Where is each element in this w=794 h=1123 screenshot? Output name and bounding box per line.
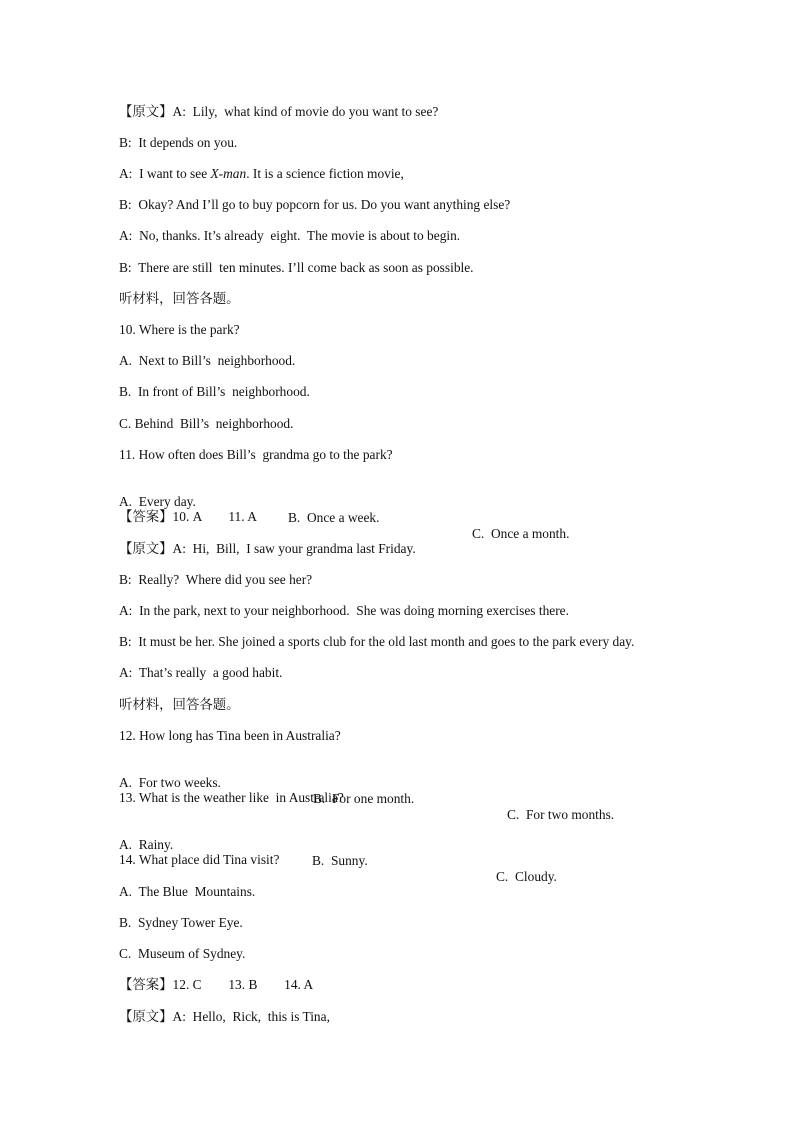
option-12-b: B. For one month. [313,791,415,806]
transcript-line: 【原文】A: Hi, Bill, I saw your grandma last Friday. [119,541,416,556]
transcript-text: . It is a science fiction movie, [246,166,404,181]
option-10-b: B. In front of Bill’s neighborhood. [119,384,310,399]
option-13-a: A. Rainy. [119,837,174,852]
section-instruction: 听材料，回答各题。 [119,697,240,712]
option-11-b: B. Once a week. [288,510,380,525]
question-13: 13. What is the weather like in Australia? [119,790,344,805]
transcript-line: A: No, thanks. It’s already eight. The movie is about to begin. [119,228,461,243]
transcript-line: B: There are still ten minutes. I’ll come back as soon as possible. [119,260,474,275]
transcript-line: 【原文】A: Lily, what kind of movie do you want to see? [119,104,439,119]
transcript-line: B: Okay? And I’ll go to buy popcorn for us. Do you want anything else? [119,197,511,212]
answer-line: 【答案】12. C 13. B 14. A [119,977,314,992]
option-11-c: C. Once a month. [472,526,570,541]
transcript-line: B: It depends on you. [119,135,238,150]
answer-line: 【答案】10. A 11. A [119,509,257,524]
transcript-text: A: I want to see [119,166,211,181]
transcript-line: B: Really? Where did you see her? [119,572,313,587]
option-12-c: C. For two months. [507,807,615,822]
transcript-line: A: In the park, next to your neighborhood. She was doing morning exercises there. [119,603,569,618]
question-14: 14. What place did Tina visit? [119,852,280,867]
option-13-b: B. Sunny. [312,853,368,868]
option-13-c: C. Cloudy. [496,869,557,884]
transcript-line: 【原文】A: Hello, Rick, this is Tina, [119,1009,330,1024]
transcript-line [119,166,404,182]
transcript-line: A: That’s really a good habit. [119,665,283,680]
option-11-a: A. Every day. [119,494,196,509]
option-14-b: B. Sydney Tower Eye. [119,915,243,930]
section-instruction: 听材料，回答各题。 [119,291,240,306]
option-10-a: A. Next to Bill’s neighborhood. [119,353,296,368]
option-14-a: A. The Blue Mountains. [119,884,256,899]
transcript-line: B: It must be her. She joined a sports club for the old last month and goes to the park every day. [119,634,635,649]
movie-title: X-man [210,166,247,181]
option-10-c: C. Behind Bill’s neighborhood. [119,416,294,431]
option-12-a: A. For two weeks. [119,775,221,790]
question-12: 12. How long has Tina been in Australia? [119,728,341,743]
question-10: 10. Where is the park? [119,322,240,337]
option-14-c: C. Museum of Sydney. [119,946,246,961]
question-11: 11. How often does Bill’s grandma go to the park? [119,447,393,462]
